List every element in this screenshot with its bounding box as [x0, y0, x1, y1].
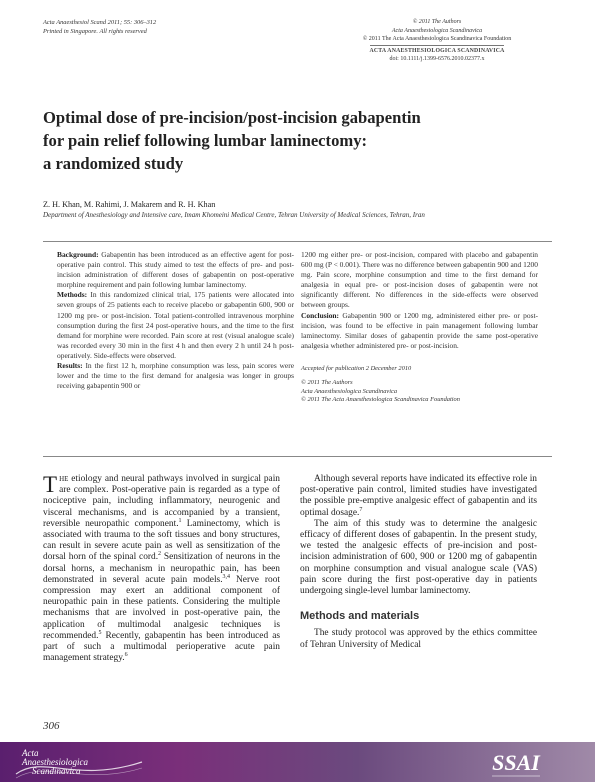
running-header-left: [43, 18, 156, 36]
methods-text: In this randomized clinical trial, 175 patients were allocated into seven groups of 25 patients each to receive placebo or gabapentin 600, 900 or 1200 mg pre- or post-incision. Total patient-controlled intravenous morphine consumption during the first 24 post-operative hours, and the time to the first demand for morphine were recorded. Pain score at rest (visual analogue scale) was recorded every 30 min in the first 4 h and then every 2 h until 24 h post-operatively. Side-effects were observed.: [57, 290, 294, 360]
abstract-left-column: [57, 250, 294, 391]
abstract-results: [57, 361, 294, 391]
background-text: Gabapentin has been introduced as an effective agent for post-operative pain control. This study aimed to test the effects of pre- and post-incision administration of different doses of gabapentin on post-operative morphine requirement and pain following lumbar laminectomy.: [57, 250, 295, 290]
logo-line-3: Scandinavica: [32, 766, 81, 776]
intro-text-6: Although several reports have indicated its effective role in post-operative pain control, limited studies have investigated the possible pre-emptive analgesic effect of gabapentin and its optimal dosage.: [300, 474, 537, 518]
page-number: 306: [43, 720, 60, 732]
drop-cap: T: [43, 472, 58, 497]
citation-ref[interactable]: 5: [98, 629, 102, 636]
citation-ref[interactable]: 7: [359, 506, 363, 513]
abstract-top-rule: [43, 241, 552, 242]
printed-note: Printed in Singapore. All rights reserved: [43, 28, 147, 35]
title-line-2: for pain relief following lumbar laminectomy:: [43, 131, 368, 150]
intro-text-5: Recently, gabapentin has been introduced as part of such a multimodal perioperative acute pain management strategy.: [43, 630, 280, 664]
abstract-results-continued: 1200 mg either pre- or post-incision, compared with placebo and gabapentin 600 mg (P < 0.001). There was no difference between gabapentin 900 and 1200 mg. Pain score, morphine consumption and time to the first demand for analgesia in equal pre- or post-incision doses of gabapentin were not significantly different. No differences in the side-effects were observed between groups.: [301, 250, 538, 310]
body-left-column: [43, 474, 280, 664]
journal-logo: [18, 748, 138, 778]
methods-paragraph-1: The study protocol was approved by the ethics committee of Tehran University of Medical: [300, 628, 537, 650]
ssai-logo: [486, 744, 546, 780]
logo-line-1: Acta: [22, 748, 39, 758]
affiliation: Department of Anesthesiology and Intensive care, Imam Khomeini Medical Centre, Tehran University of Medical Sciences, Tehran, Iran: [43, 211, 425, 219]
abstract-copyright: [301, 379, 460, 405]
title-line-1: Optimal dose of pre-incision/post-incision gabapentin: [43, 108, 421, 127]
abstract-conclusion: [301, 311, 538, 351]
accepted-date: Accepted for publication 2 December 2010: [301, 365, 412, 372]
citation-ref[interactable]: 6: [124, 652, 128, 659]
results-label: Results:: [57, 361, 83, 371]
citation-ref[interactable]: 1: [178, 517, 182, 524]
intro-text-1: etiology and neural pathways involved in surgical pain are complex. Post-operative pain is regarded as a type of nociceptive pain, including inflammatory, neurogenic and visceral mechanisms, and is accompanied by a transient, reversible neuropathic component.: [43, 474, 280, 529]
abstract-copyright-foundation: © 2011 The Acta Anaesthesiologica Scandinavica Foundation: [301, 396, 460, 404]
ssai-logo-text: SSAI: [492, 750, 540, 775]
journal-citation: Acta Anaesthesiol Scand 2011; 55: 306–312: [43, 19, 157, 26]
doi[interactable]: doi: 10.1111/j.1399-6576.2010.02377.x: [389, 56, 485, 63]
background-label: Background:: [57, 250, 99, 259]
intro-paragraph-1: [43, 474, 280, 664]
section-heading-methods: Methods and materials: [300, 610, 420, 623]
body-right-column: [300, 474, 537, 651]
intro-text-3: Sensitization of neurons in the dorsal horns, a mechanism in neuropathic pain, has been demonstrated in several acute pain models.: [43, 552, 280, 585]
logo-line-2: Anaesthesiologica: [22, 757, 88, 767]
citation-ref[interactable]: 3,4: [222, 573, 231, 580]
copyright-authors: © 2011 The Authors: [412, 19, 462, 25]
abstract-background: [57, 250, 294, 290]
abstract-copyright-journal: Acta Anaesthesiologica Scandinavica: [301, 387, 398, 395]
title-line-3: a randomized study: [43, 154, 184, 173]
intro-paragraph-3: The aim of this study was to determine the analgesic efficacy of different doses of gabapentin. In the present study, we tested the analgesic effects of pre-incision and post-incision administration of 600, 900 or 1200 mg of gabapentin on morphine consumption and visual analogue scale (VAS) pain score during the first post-operative day in patients undergoing single-level lumbar laminectomy.: [300, 518, 537, 597]
ssai-emblem-icon: [486, 744, 546, 780]
citation-ref[interactable]: 2: [158, 551, 162, 558]
author-list: Z. H. Khan, M. Rahimi, J. Makarem and R. H. Khan: [43, 200, 216, 209]
header-rule: [370, 45, 504, 46]
journal-name-caps: ACTA ANAESTHESIOLOGICA SCANDINAVICA: [369, 47, 505, 54]
journal-compilation: Acta Anaesthesiologica Scandinavica: [391, 27, 483, 34]
abstract-methods: [57, 290, 294, 361]
results-text: In the first 12 h, morphine consumption was less, pain scores were lower and the time to the first demand for analgesia was longer in groups receiving gabapentin 900 or: [57, 361, 294, 391]
running-header-right: [352, 18, 522, 64]
methods-label: Methods:: [57, 290, 88, 300]
intro-text-2: Laminectomy, which is associated with trauma to the soft tissues and bony structures, can result in severe acute pain as well as sensitization of the dorsal horn of the spinal cord.: [43, 518, 280, 563]
article-title: [43, 106, 543, 175]
abstract-bottom-rule: [43, 456, 552, 457]
lead-small-caps: he: [59, 474, 69, 484]
intro-paragraph-2: [300, 474, 537, 519]
abstract-copyright-authors: © 2011 The Authors: [301, 379, 353, 386]
intro-text-4: Nerve root compression may exert an additional component of neuropathic pain in these patients. Considering the multiple mechanisms that are involved in post-operative pain, the application of multimodal analgesic techniques is recommended.: [43, 574, 280, 641]
conclusion-label: Conclusion:: [301, 310, 340, 320]
abstract-right-column: [301, 250, 538, 351]
copyright-foundation: © 2011 The Acta Anaesthesiologica Scandinavica Foundation: [362, 36, 512, 43]
conclusion-text: Gabapentin 900 or 1200 mg, administered either pre- or post-incision, was found to be effective in pain management following lumbar laminectomy. Similar doses of gabapentin provide the same post-operative analgesia whether administered pre- or post-incision.: [301, 310, 539, 350]
